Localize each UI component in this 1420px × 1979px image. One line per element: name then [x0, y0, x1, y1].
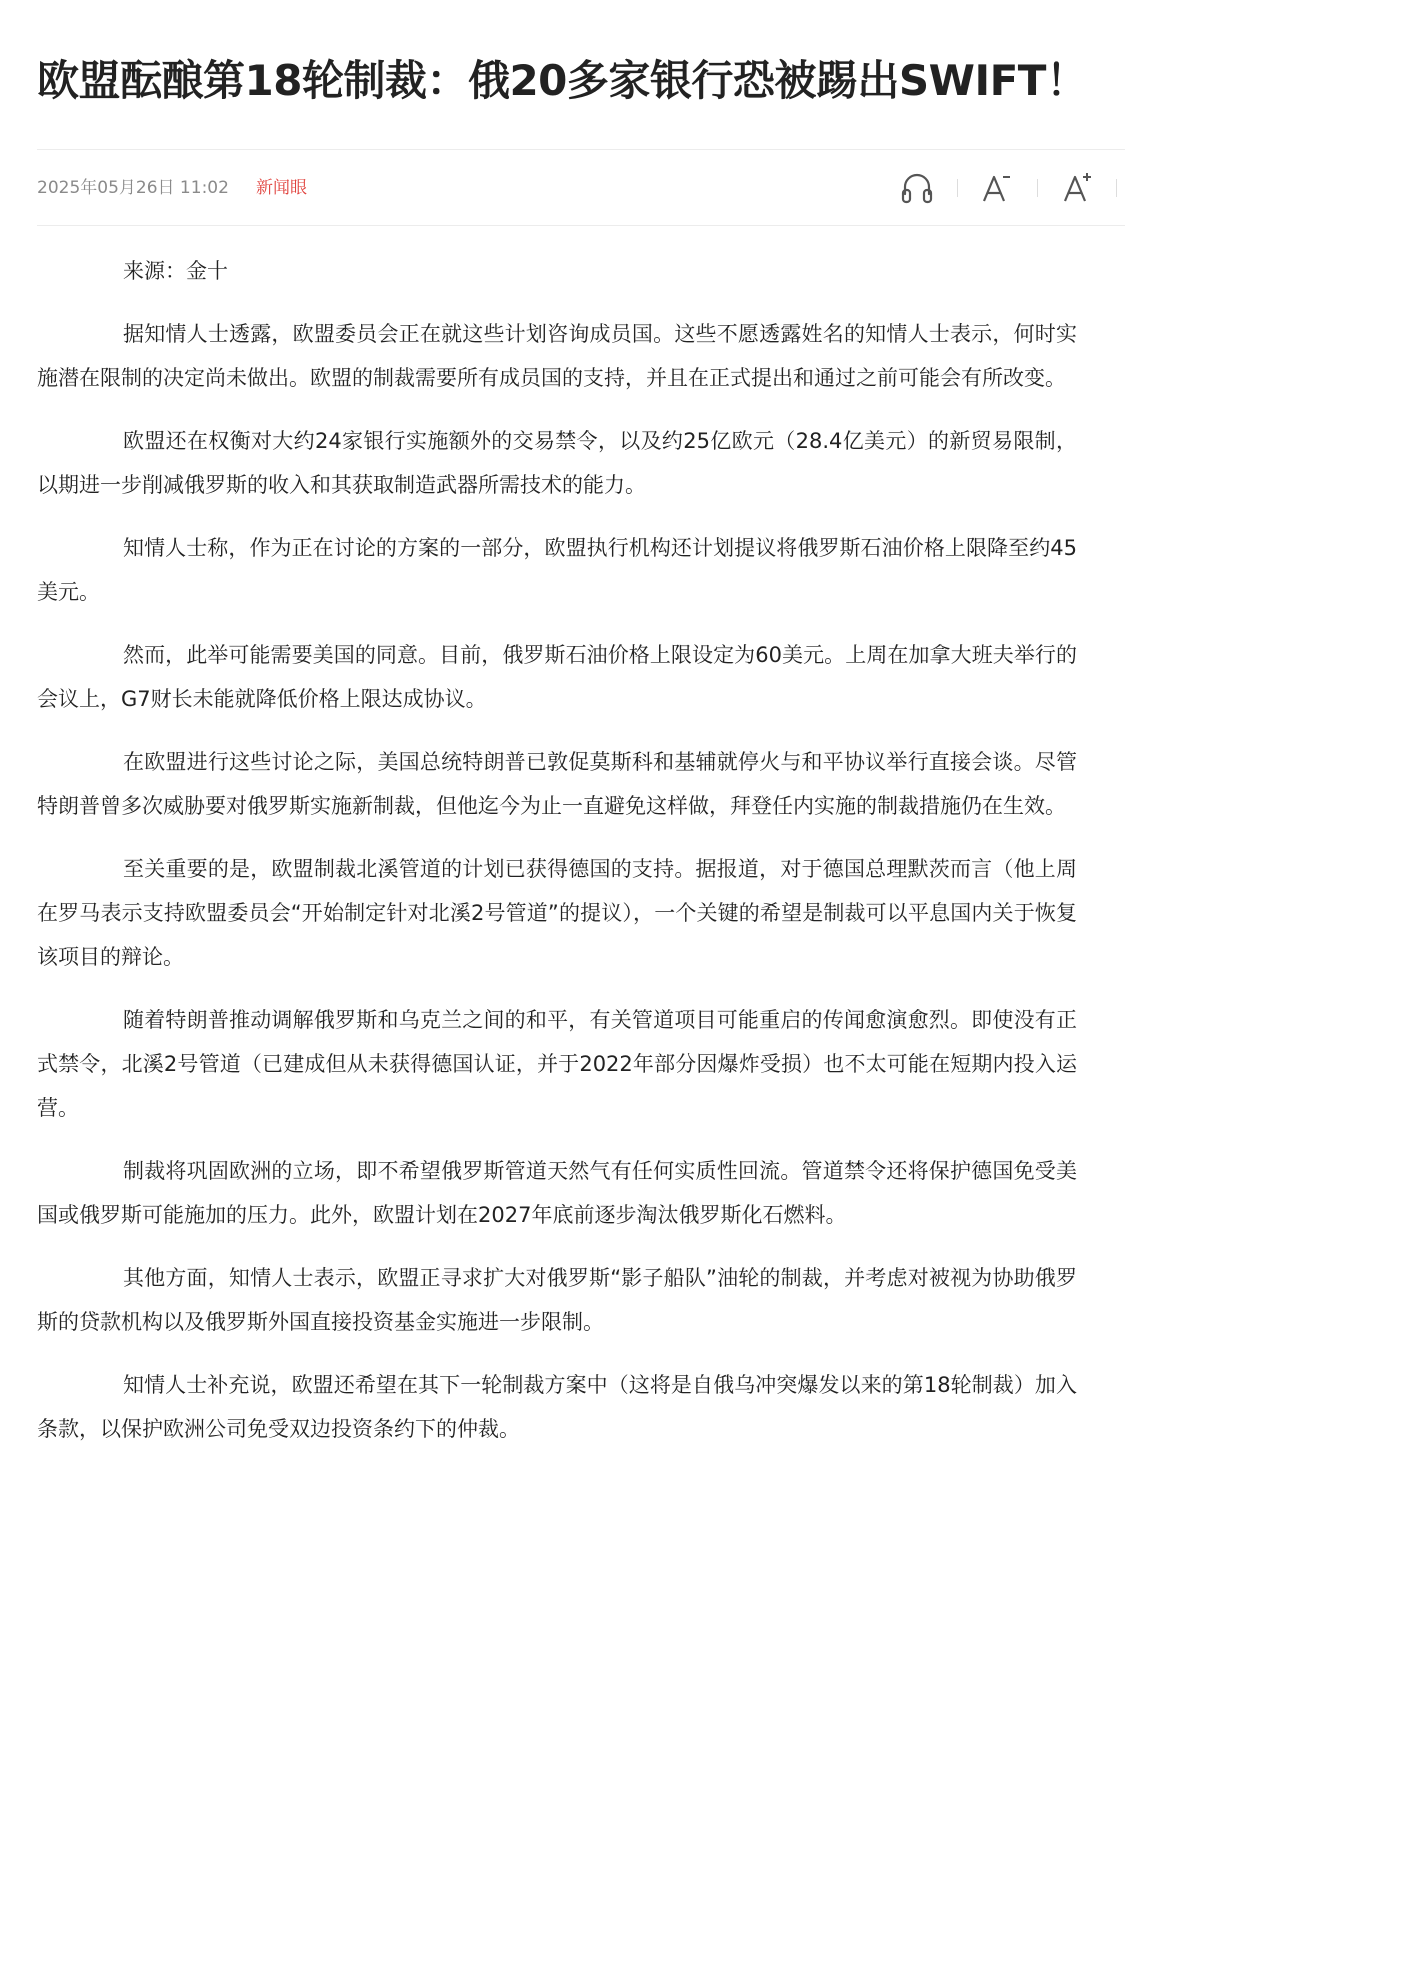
article-meta-bar	[37, 164, 1125, 212]
article-paragraph: 在欧盟进行这些讨论之际，美国总统特朗普已敦促莫斯科和基辅就停火与和平协议举行直接会谈。尽管特朗普曾多次威胁要对俄罗斯实施新制裁，但他迄今为止一直避免这样做，拜登任内实施的制裁措施仍在生效。	[37, 750, 1077, 818]
header-divider	[37, 149, 1125, 150]
font-increase-icon	[1060, 168, 1096, 208]
source-tag-link[interactable]: 新闻眼	[256, 178, 307, 198]
font-increase-button[interactable]	[1060, 168, 1096, 208]
article-paragraph: 据知情人士透露，欧盟委员会正在就这些计划咨询成员国。这些不愿透露姓名的知情人士表示，何时实施潜在限制的决定尚未做出。欧盟的制裁需要所有成员国的支持，并且在正式提出和通过之前可能会有所改变。	[37, 322, 1077, 390]
article-paragraph: 随着特朗普推动调解俄罗斯和乌克兰之间的和平，有关管道项目可能重启的传闻愈演愈烈。即使没有正式禁令，北溪2号管道（已建成但从未获得德国认证，并于2022年部分因爆炸受损）也不太可能在短期内投入运营。	[37, 1008, 1077, 1120]
article-paragraph: 然而，此举可能需要美国的同意。目前，俄罗斯石油价格上限设定为60美元。上周在加拿大班夫举行的会议上，G7财长未能就降低价格上限达成协议。	[37, 643, 1077, 711]
article-source-line: 来源：金十	[123, 259, 228, 283]
headphones-icon	[899, 168, 935, 208]
article-paragraph: 制裁将巩固欧洲的立场，即不希望俄罗斯管道天然气有任何实质性回流。管道禁令还将保护德国免受美国或俄罗斯可能施加的压力。此外，欧盟计划在2027年底前逐步淘汰俄罗斯化石燃料。	[37, 1159, 1077, 1227]
toolbar-separator	[1116, 179, 1117, 197]
publish-time: 2025年05月26日 11:02	[37, 178, 229, 198]
font-decrease-button[interactable]	[979, 168, 1015, 208]
article-paragraph: 至关重要的是，欧盟制裁北溪管道的计划已获得德国的支持。据报道，对于德国总理默茨而言（他上周在罗马表示支持欧盟委员会“开始制定针对北溪2号管道”的提议），一个关键的希望是制裁可以平息国内关于恢复该项目的辩论。	[37, 857, 1077, 969]
toolbar-separator	[957, 179, 958, 197]
listen-button[interactable]	[899, 168, 935, 208]
meta-divider	[37, 225, 1125, 226]
font-decrease-icon	[979, 168, 1015, 208]
article-paragraph: 知情人士补充说，欧盟还希望在其下一轮制裁方案中（这将是自俄乌冲突爆发以来的第18轮制裁）加入条款，以保护欧洲公司免受双边投资条约下的仲裁。	[37, 1373, 1077, 1441]
toolbar-separator	[1037, 179, 1038, 197]
article-body	[37, 249, 1077, 1470]
article-paragraph: 欧盟还在权衡对大约24家银行实施额外的交易禁令，以及约25亿欧元（28.4亿美元）的新贸易限制，以期进一步削减俄罗斯的收入和其获取制造武器所需技术的能力。	[37, 429, 1077, 497]
article-title: 欧盟酝酿第18轮制裁：俄20多家银行恐被踢出SWIFT！	[37, 56, 1088, 105]
article-paragraph: 其他方面，知情人士表示，欧盟正寻求扩大对俄罗斯“影子船队”油轮的制裁，并考虑对被视为协助俄罗斯的贷款机构以及俄罗斯外国直接投资基金实施进一步限制。	[37, 1266, 1077, 1334]
article-paragraph: 知情人士称，作为正在讨论的方案的一部分，欧盟执行机构还计划提议将俄罗斯石油价格上限降至约45美元。	[37, 536, 1077, 604]
